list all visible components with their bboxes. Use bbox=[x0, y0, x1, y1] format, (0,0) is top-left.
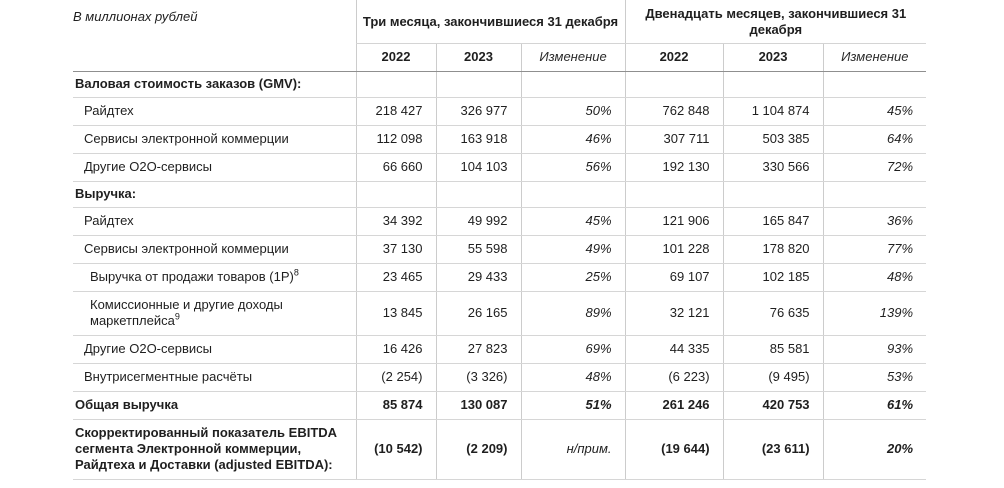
cell-value: 16 426 bbox=[356, 336, 436, 364]
cell-value: 420 753 bbox=[723, 392, 823, 420]
cell-value: 55 598 bbox=[436, 236, 521, 264]
cell-value: 76 635 bbox=[723, 292, 823, 336]
row-label: Внутрисегментные расчёты bbox=[73, 364, 356, 392]
cell bbox=[625, 72, 723, 98]
cell-change: 49% bbox=[521, 236, 625, 264]
table-row bbox=[73, 98, 926, 126]
cell-value: 112 098 bbox=[356, 126, 436, 154]
row-label bbox=[73, 264, 356, 292]
cell-change: 48% bbox=[823, 264, 926, 292]
cell bbox=[521, 72, 625, 98]
table-row bbox=[73, 208, 926, 236]
row-label: Валовая стоимость заказов (GMV): bbox=[73, 72, 356, 98]
cell-change: 64% bbox=[823, 126, 926, 154]
table-row bbox=[73, 182, 926, 208]
cell-value: (19 644) bbox=[625, 420, 723, 480]
cell-value: 192 130 bbox=[625, 154, 723, 182]
table-row bbox=[73, 292, 926, 336]
cell-value: 1 104 874 bbox=[723, 98, 823, 126]
cell bbox=[436, 182, 521, 208]
table-row bbox=[73, 336, 926, 364]
cell-value: 130 087 bbox=[436, 392, 521, 420]
cell-value: 178 820 bbox=[723, 236, 823, 264]
cell-value: 121 906 bbox=[625, 208, 723, 236]
cell bbox=[521, 182, 625, 208]
cell bbox=[723, 182, 823, 208]
footnote-ref: 8 bbox=[293, 267, 299, 278]
cell-value: 13 845 bbox=[356, 292, 436, 336]
col-header-change-12m: Изменение bbox=[823, 44, 926, 72]
cell-value: 34 392 bbox=[356, 208, 436, 236]
cell-value: 69 107 bbox=[625, 264, 723, 292]
cell-value: 104 103 bbox=[436, 154, 521, 182]
row-label: Общая выручка bbox=[73, 392, 356, 420]
row-label: Райдтех bbox=[73, 208, 356, 236]
cell-value: 37 130 bbox=[356, 236, 436, 264]
cell-change: 69% bbox=[521, 336, 625, 364]
cell-value: 326 977 bbox=[436, 98, 521, 126]
table-row bbox=[73, 126, 926, 154]
col-header-2022-3m: 2022 bbox=[356, 44, 436, 72]
total-revenue-row bbox=[73, 392, 926, 420]
cell-value: 762 848 bbox=[625, 98, 723, 126]
cell-change: 20% bbox=[823, 420, 926, 480]
cell-change: 139% bbox=[823, 292, 926, 336]
cell-value: 165 847 bbox=[723, 208, 823, 236]
cell-value: 49 992 bbox=[436, 208, 521, 236]
cell bbox=[823, 72, 926, 98]
cell bbox=[625, 182, 723, 208]
cell-value: (2 209) bbox=[436, 420, 521, 480]
cell-change: 53% bbox=[823, 364, 926, 392]
group-header-three-months: Три месяца, закончившиеся 31 декабря bbox=[356, 0, 625, 44]
footnote-ref: 9 bbox=[174, 311, 180, 322]
cell-value: 102 185 bbox=[723, 264, 823, 292]
row-label: Другие O2O-сервисы bbox=[73, 154, 356, 182]
cell-value: 163 918 bbox=[436, 126, 521, 154]
row-label bbox=[73, 292, 356, 336]
group-header-row bbox=[73, 0, 926, 44]
cell-value: 66 660 bbox=[356, 154, 436, 182]
cell-change: 50% bbox=[521, 98, 625, 126]
cell-value: 503 385 bbox=[723, 126, 823, 154]
row-label-text: Комиссионные и другие доходы маркетплейса bbox=[90, 297, 283, 328]
table-row bbox=[73, 236, 926, 264]
cell-value: 330 566 bbox=[723, 154, 823, 182]
cell-value: 261 246 bbox=[625, 392, 723, 420]
cell-change: 51% bbox=[521, 392, 625, 420]
group-header-twelve-months: Двенадцать месяцев, закончившиеся 31 декабря bbox=[625, 0, 926, 44]
row-label: Скорректированный показатель EBITDA сегмента Электронной коммерции, Райдтеха и Доставки (adjusted EBITDA): bbox=[73, 420, 356, 480]
cell bbox=[436, 72, 521, 98]
cell-value: 29 433 bbox=[436, 264, 521, 292]
cell-value: (3 326) bbox=[436, 364, 521, 392]
cell-change: н/прим. bbox=[521, 420, 625, 480]
cell-change: 46% bbox=[521, 126, 625, 154]
cell-value: (10 542) bbox=[356, 420, 436, 480]
cell-change: 61% bbox=[823, 392, 926, 420]
cell-value: 27 823 bbox=[436, 336, 521, 364]
adjusted-ebitda-row bbox=[73, 420, 926, 480]
col-header-2023-12m: 2023 bbox=[723, 44, 823, 72]
table-row bbox=[73, 154, 926, 182]
cell-value: 23 465 bbox=[356, 264, 436, 292]
financial-table bbox=[73, 0, 926, 480]
table-row bbox=[73, 364, 926, 392]
col-header-2022-12m: 2022 bbox=[625, 44, 723, 72]
cell-value: (6 223) bbox=[625, 364, 723, 392]
row-label: Сервисы электронной коммерции bbox=[73, 126, 356, 154]
cell-change: 25% bbox=[521, 264, 625, 292]
cell-value: 85 581 bbox=[723, 336, 823, 364]
cell-change: 56% bbox=[521, 154, 625, 182]
cell bbox=[356, 72, 436, 98]
cell-change: 36% bbox=[823, 208, 926, 236]
cell-change: 89% bbox=[521, 292, 625, 336]
cell-value: 26 165 bbox=[436, 292, 521, 336]
col-header-2023-3m: 2023 bbox=[436, 44, 521, 72]
cell-value: 85 874 bbox=[356, 392, 436, 420]
cell-value: 32 121 bbox=[625, 292, 723, 336]
cell-change: 45% bbox=[521, 208, 625, 236]
cell-change: 77% bbox=[823, 236, 926, 264]
row-label: Сервисы электронной коммерции bbox=[73, 236, 356, 264]
row-label: Райдтех bbox=[73, 98, 356, 126]
cell-value: 44 335 bbox=[625, 336, 723, 364]
table-row bbox=[73, 264, 926, 292]
cell-change: 48% bbox=[521, 364, 625, 392]
cell-value: 101 228 bbox=[625, 236, 723, 264]
col-header-change-3m: Изменение bbox=[521, 44, 625, 72]
cell bbox=[823, 182, 926, 208]
cell-change: 93% bbox=[823, 336, 926, 364]
unit-label: В миллионах рублей bbox=[73, 0, 356, 72]
cell-value: (23 611) bbox=[723, 420, 823, 480]
cell bbox=[356, 182, 436, 208]
cell bbox=[723, 72, 823, 98]
cell-value: (9 495) bbox=[723, 364, 823, 392]
table-row bbox=[73, 72, 926, 98]
row-label-text: Выручка от продажи товаров (1P) bbox=[90, 269, 294, 284]
row-label: Другие O2O-сервисы bbox=[73, 336, 356, 364]
cell-change: 45% bbox=[823, 98, 926, 126]
row-label: Выручка: bbox=[73, 182, 356, 208]
cell-value: (2 254) bbox=[356, 364, 436, 392]
cell-value: 307 711 bbox=[625, 126, 723, 154]
cell-change: 72% bbox=[823, 154, 926, 182]
cell-value: 218 427 bbox=[356, 98, 436, 126]
